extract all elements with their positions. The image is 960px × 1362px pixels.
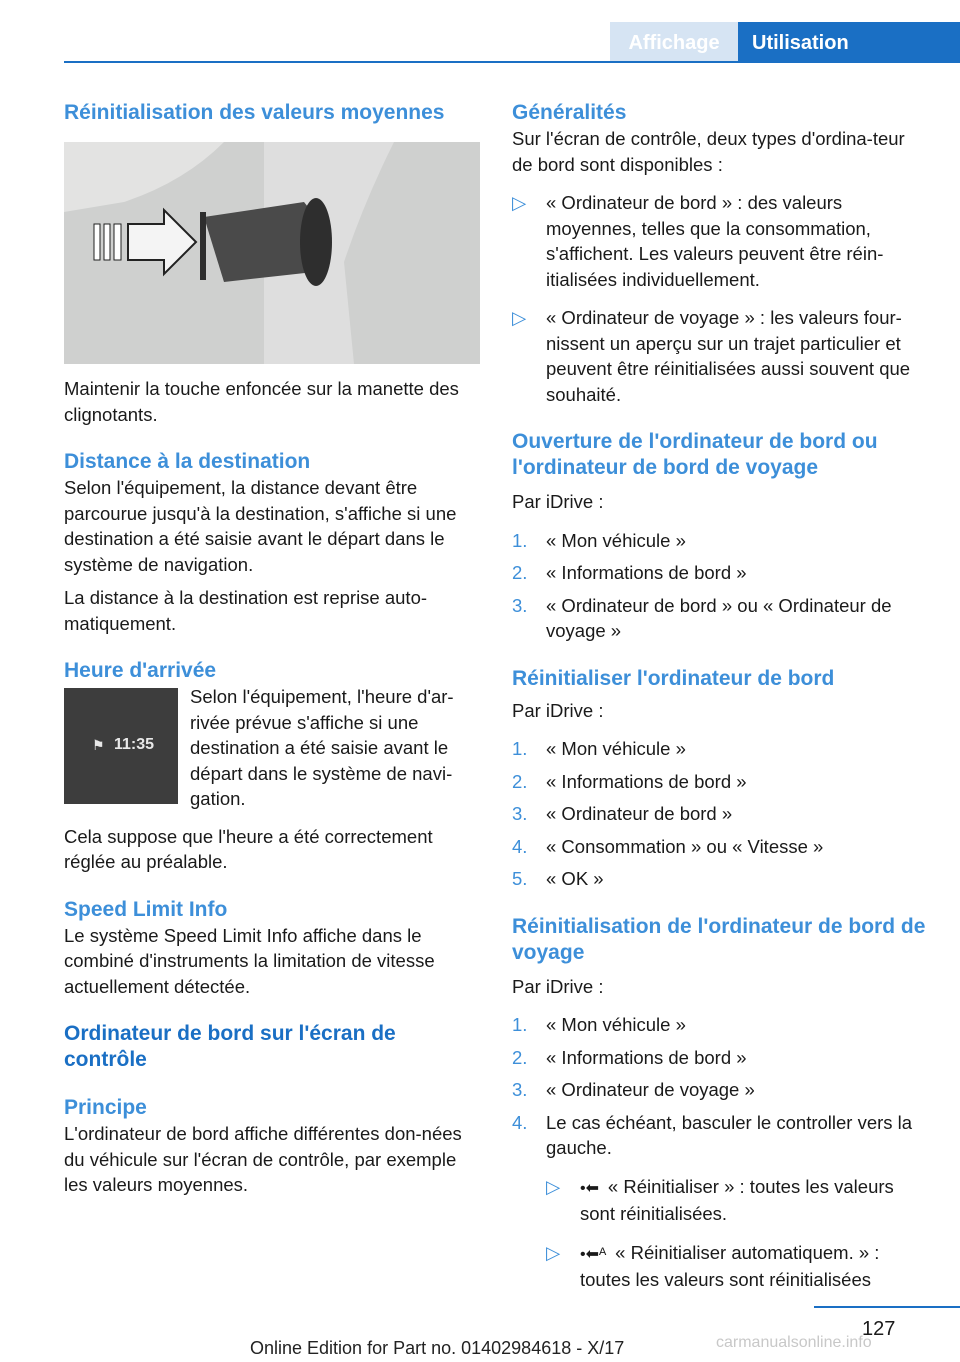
list-item: 3. « Ordinateur de bord » ou « Ordinateur de voyage » [512,594,892,641]
para-distance-2: La distance à la destination est reprise auto‐matiquement. [64,587,428,634]
para-general: Sur l'écran de contrôle, deux types d'ordina‐teur de bord sont disponibles : [512,128,905,175]
clock-readout: 11:35 [114,736,155,753]
list-item: 1. « Mon véhicule » [512,738,686,759]
stalk-illustration [64,142,480,364]
heading-reset-computer: Réinitialiser l'ordinateur de bord [512,666,835,690]
par-idrive-2: Par iDrive : [512,699,604,721]
sub-list-item: ▷ •⬅ᴬ « Réinitialiser automatiquem. » : toutes les valeurs sont réinitialisées [546,1241,880,1290]
watermark: carmanualsonline.info [716,1334,872,1351]
right-column [512,100,928,1293]
para-principle: L'ordinateur de bord affiche différentes don‐nées du véhicule sur l'écran de contrôle, par exemple les valeurs moyennes. [64,1123,462,1195]
list-item: 2. « Informations de bord » [512,562,747,583]
list-item: 1. « Mon véhicule » [512,529,686,551]
list-item: 1. « Mon véhicule » [512,1014,686,1035]
par-idrive-3: Par iDrive : [512,975,604,997]
tab-utilisation[interactable]: Utilisation [738,22,960,62]
list-item: 3. « Ordinateur de bord » [512,803,733,824]
tab-affichage[interactable]: Affichage [610,22,738,62]
list-item: 5. « OK » [512,868,604,889]
list-item: 4. « Consommation » ou « Vitesse » [512,835,824,857]
list-item: 3. « Ordinateur de voyage » [512,1079,755,1100]
heading-general: Généralités [512,101,627,124]
page-number: 127 [862,1318,896,1340]
para-distance-1: Selon l'équipement, la distance devant être parcourue jusqu'à la destination, s'affiche si une destination a été saisie avant le départ dans le système de navigation. [64,477,457,575]
para-arrival: Selon l'équipement, l'heure d'ar‐rivée prévue s'affiche si une destination a été saisie avant le départ dans le système de navi‐gation. [190,686,454,809]
turn-signal-stalk-figure [64,142,480,364]
list-item: 2. « Informations de bord » [512,1046,747,1068]
heading-arrival: Heure d'arrivée [64,659,217,682]
header-bar [0,0,960,62]
heading-distance: Distance à la destination [64,450,311,473]
par-idrive-1: Par iDrive : [512,491,604,512]
list-item: 4. Le cas échéant, basculer le controller vers la gauche. [512,1111,913,1158]
arrival-time-display [64,688,178,804]
heading-principle: Principe [64,1096,147,1119]
left-column [64,100,480,1198]
figure-caption: Maintenir la touche enfoncée sur la manette des clignotants. [64,378,459,425]
auto-reset-icon: •⬅ᴬ [580,1245,616,1263]
heading-reset-trip: Réinitialisation de l'ordinateur de bord de voyage [512,914,926,964]
list-item: ▷ « Ordinateur de bord » : des valeurs moyennes, telles que la consommation, s'affichent. Les valeurs peuvent être réin‐itialisées individuellement. [512,192,884,290]
heading-speed-limit: Speed Limit Info [64,897,228,921]
reset-arrow-icon: •⬅ [580,1179,608,1197]
para-arrival-2: Cela suppose que l'heure a été correctement réglée au préalable. [64,825,433,872]
list-item: ▷ « Ordinateur de voyage » : les valeurs four‐nissent un aperçu sur un trajet particulier et peuvent être réinitialisées aussi souvent que souhaité. [512,307,911,405]
edition-note: Online Edition for Part no. 01402984618 - X/17 [250,1338,625,1358]
heading-onboard-computer: Ordinateur de bord sur l'écran de contrôle [64,1022,396,1071]
heading-reset-averages: Réinitialisation des valeurs moyennes [64,101,445,124]
list-item: 2. « Informations de bord » [512,770,747,792]
arrival-inset [64,684,480,812]
flag-icon: ⚑ [92,737,105,753]
para-speed-limit: Le système Speed Limit Info affiche dans le combiné d'instruments la limitation de vitesse actuellement détectée. [64,924,435,997]
footer-rule [814,1306,960,1308]
header-rule [64,61,960,63]
sub-list-item: ▷ •⬅ « Réinitialiser » : toutes les valeurs sont réinitialisées. [546,1175,894,1224]
heading-opening: Ouverture de l'ordinateur de bord ou l'ordinateur de bord de voyage [512,430,878,479]
